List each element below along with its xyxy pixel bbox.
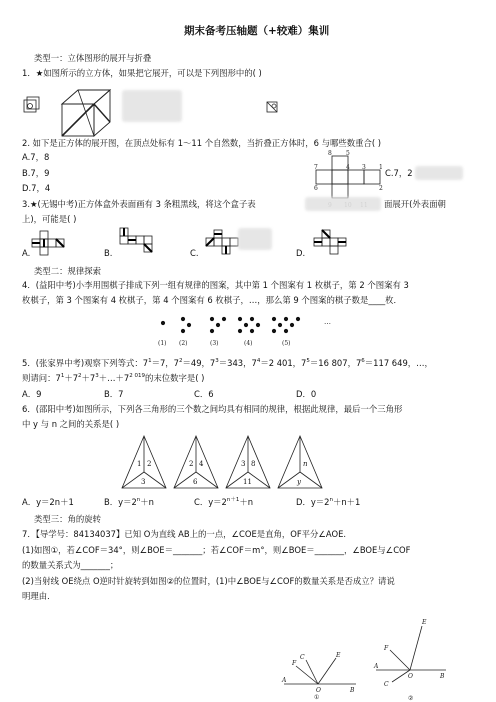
net-label-3: 3 <box>362 164 366 171</box>
net-label-1: 1 <box>379 164 383 171</box>
svg-text:C: C <box>384 681 389 688</box>
question-3-option-d: D. <box>296 248 306 258</box>
question-7-line-2: (1)如图①，若∠COF＝34°，则∠BOE＝_______；若∠COF＝m°，则∠BOE＝_______，∠BOE与∠COF <box>22 545 411 555</box>
question-2-option-d: D.7，4 <box>22 183 51 193</box>
page-title: 期末备考压轴题（+较难）集训 <box>184 25 330 37</box>
question-6-line-2: 中 y 与 n 之间的关系是( ) <box>22 419 120 429</box>
question-2-text: 2. 如下是正方体的展开图，在顶点处标有 1～11 个自然数，当折叠正方体时，6 与哪些数重合( ) <box>22 138 382 148</box>
question-4-line-1: 4．(益阳中考)小李用围棋子排成下列一组有规律的图案，其中第 1 个图案有 1 枚棋子，第 2 个图案有 3 <box>22 280 409 290</box>
svg-text:O: O <box>408 673 413 680</box>
figure-2-caption: ② <box>408 695 414 702</box>
triangle-3-right: 8 <box>251 460 256 468</box>
question-6-option-b: B．$y=2^n+n$ <box>104 497 154 507</box>
question-6-option-c: C．$y=2^{n+1}+n$ <box>194 497 254 507</box>
svg-text:A: A <box>282 677 287 684</box>
question-1-option-icon <box>265 98 295 118</box>
section-heading-3: 类型三：角的旋转 <box>34 514 101 524</box>
pattern-label-1: (1) <box>158 340 167 347</box>
question-7-line-4: (2)当射线 OE绕点 O逆时针旋转到如图②的位置时，(1)中∠BOE与∠COF的数量关系是否成立？请说 <box>22 576 395 586</box>
net-label-6: 6 <box>314 185 318 192</box>
pattern-label-5: (5) <box>282 340 291 347</box>
question-4-stone-patterns <box>156 312 346 348</box>
svg-text:B: B <box>350 687 355 694</box>
question-3-option-b: B. <box>104 248 113 258</box>
blurred-region <box>415 166 463 180</box>
question-7-figure-2 <box>370 612 450 702</box>
blurred-region <box>238 228 272 250</box>
question-5-option-d: D．0 <box>296 389 317 399</box>
question-5-option-a: A．9 <box>22 389 42 399</box>
svg-text:F: F <box>384 645 389 652</box>
net-label-2: 2 <box>379 185 383 192</box>
triangle-2-bottom: 6 <box>193 478 198 486</box>
question-1-cube-figure <box>22 86 137 138</box>
svg-text:A: A <box>374 663 379 670</box>
svg-text:E: E <box>336 652 341 659</box>
triangle-4-right: n <box>303 460 308 468</box>
question-5-line-1: 5．(张家界中考)观察下列等式：$7^1=7$，$7^2=49$，$7^3=343$，$7^4=2$ 401，$7^5=16$ 807，$7^6=117$ 649，…， <box>22 358 433 368</box>
pattern-ellipsis: … <box>324 318 331 326</box>
figure-1-caption: ① <box>314 694 320 701</box>
question-7-figure-1 <box>280 640 360 700</box>
svg-text:F: F <box>292 660 297 667</box>
question-1-text: 1．★如图所示的立方体，如果把它展开，可以是下列图形中的( ) <box>22 68 262 78</box>
svg-text:O: O <box>316 687 321 694</box>
net-label-5: 5 <box>346 150 350 157</box>
triangle-1-right: 2 <box>147 460 152 468</box>
net-label-7: 7 <box>314 164 318 171</box>
question-6-triangles <box>118 434 328 494</box>
question-7-line-1: 7．【导学号：84134037】已知 O为直线 AB上的一点，∠COE是直角，OF平分∠AOE. <box>22 529 347 539</box>
question-2-option-c: C.7，2 <box>385 168 413 178</box>
question-6-option-d: D．$y=2^n+n+1$ <box>296 497 361 507</box>
net-label-4: 4 <box>346 164 350 171</box>
question-7-line-5: 明理由． <box>22 591 56 601</box>
question-5-option-c: C．6 <box>194 389 214 399</box>
question-3-net-b <box>118 226 158 258</box>
svg-text:E: E <box>422 619 427 626</box>
triangle-3-left: 3 <box>241 460 246 468</box>
question-3-net-d <box>312 228 354 258</box>
section-heading-1: 类型一：立体图形的展开与折叠 <box>34 53 152 63</box>
triangle-1-left: 1 <box>137 460 142 468</box>
question-3-option-a: A. <box>22 248 31 258</box>
question-3-line-1-end: 面展开(外表面朝 <box>384 199 446 209</box>
blurred-option-image <box>122 90 182 122</box>
question-7-line-3: 的数量关系式为_______； <box>22 560 119 570</box>
triangle-4-bottom: y <box>297 478 301 486</box>
pattern-label-4: (4) <box>244 340 253 347</box>
pattern-label-2: (2) <box>179 340 188 347</box>
blurred-region <box>305 197 381 211</box>
question-2-option-b: B.7，9 <box>22 168 50 178</box>
question-5-line-2: 则请问：$7^1+7^2+7^3+\dots+7^{2 019}$的末位数字是( ) <box>22 373 205 383</box>
question-3-line-1: 3.★(无锡中考)正方体盒外表面画有 3 条粗黑线，将这个盒子表 <box>22 199 256 209</box>
question-3-line-2: 上)，可能是( ) <box>22 214 77 224</box>
triangle-2-left: 2 <box>189 460 194 468</box>
svg-text:C: C <box>300 654 305 661</box>
question-4-line-2: 枚棋子，第 3 个图案有 4 枚棋子，第 4 个图案有 6 枚棋子，…，那么第 9 个图案的棋子数是____枚． <box>22 295 402 305</box>
svg-text:B: B <box>440 673 445 680</box>
question-3-net-a <box>30 230 72 258</box>
question-5-option-b: B．7 <box>104 389 124 399</box>
triangle-1-bottom: 3 <box>141 478 146 486</box>
question-2-option-a: A.7，8 <box>22 152 50 162</box>
question-6-line-1: 6．(邵阳中考)如图所示，下列各三角形的三个数之间均具有相同的规律，根据此规律，最后一个三角形 <box>22 404 403 414</box>
triangle-2-right: 4 <box>199 460 204 468</box>
net-label-8: 8 <box>328 150 332 157</box>
section-heading-2: 类型二：规律探索 <box>34 266 101 276</box>
pattern-label-3: (3) <box>210 340 219 347</box>
triangle-3-bottom: 11 <box>243 478 252 486</box>
question-6-option-a: A．y＝2n＋1 <box>22 497 74 507</box>
question-3-option-c: C. <box>190 248 199 258</box>
